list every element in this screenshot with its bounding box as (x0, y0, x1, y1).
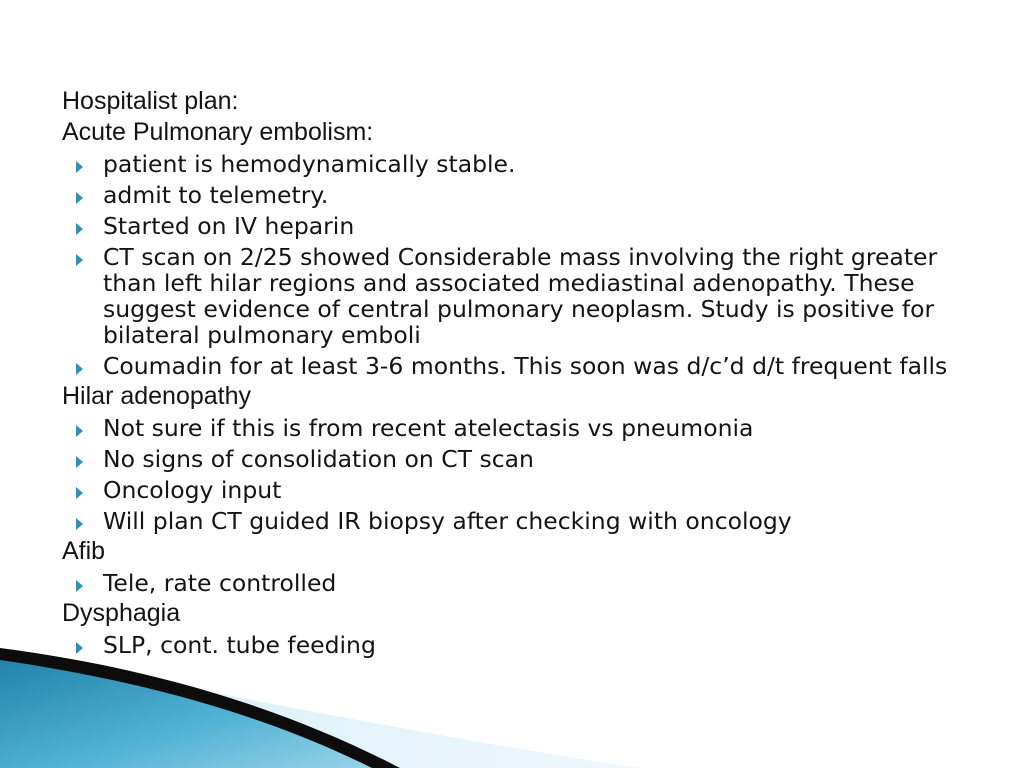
triangle-right-icon (76, 642, 83, 654)
list-item: SLP, cont. tube feeding (62, 629, 962, 660)
triangle-right-icon (76, 456, 83, 468)
list-afib (62, 567, 962, 598)
heading-acute-pulmonary-embolism: Acute Pulmonary embolism: (62, 118, 374, 146)
list-item: Coumadin for at least 3-6 months. This soon was d/c’d d/t frequent falls (62, 350, 962, 381)
triangle-right-icon (76, 254, 83, 266)
triangle-right-icon (76, 425, 83, 437)
triangle-right-icon (76, 161, 83, 173)
list-item: Started on IV heparin (62, 210, 962, 241)
triangle-right-icon (76, 192, 83, 204)
list-item: patient is hemodynamically stable. (62, 148, 962, 179)
triangle-right-icon (76, 518, 83, 530)
list-pulmonary-embolism (62, 148, 962, 381)
heading-hospitalist-plan: Hospitalist plan: (62, 87, 239, 115)
triangle-right-icon (76, 580, 83, 592)
list-dysphagia (62, 629, 962, 660)
list-item: Oncology input (62, 474, 962, 505)
list-hilar-adenopathy (62, 412, 962, 536)
list-item: Tele, rate controlled (62, 567, 962, 598)
heading-dysphagia: Dysphagia (62, 599, 181, 627)
triangle-right-icon (76, 223, 83, 235)
list-item: CT scan on 2/25 showed Considerable mass involving the right greater than left hilar regions and associated mediastinal adenopathy. These suggest evidence of central pulmonary neoplasm. Study is positive for bilateral pulmonary emboli (62, 241, 962, 350)
notes-body (62, 86, 962, 660)
heading-hilar-adenopathy: Hilar adenopathy (62, 382, 252, 410)
heading-afib: Afib (62, 537, 106, 565)
list-item: Will plan CT guided IR biopsy after checking with oncology (62, 505, 962, 536)
list-item: Not sure if this is from recent atelectasis vs pneumonia (62, 412, 962, 443)
triangle-right-icon (76, 363, 83, 375)
list-item: No signs of consolidation on CT scan (62, 443, 962, 474)
list-item: admit to telemetry. (62, 179, 962, 210)
triangle-right-icon (76, 487, 83, 499)
